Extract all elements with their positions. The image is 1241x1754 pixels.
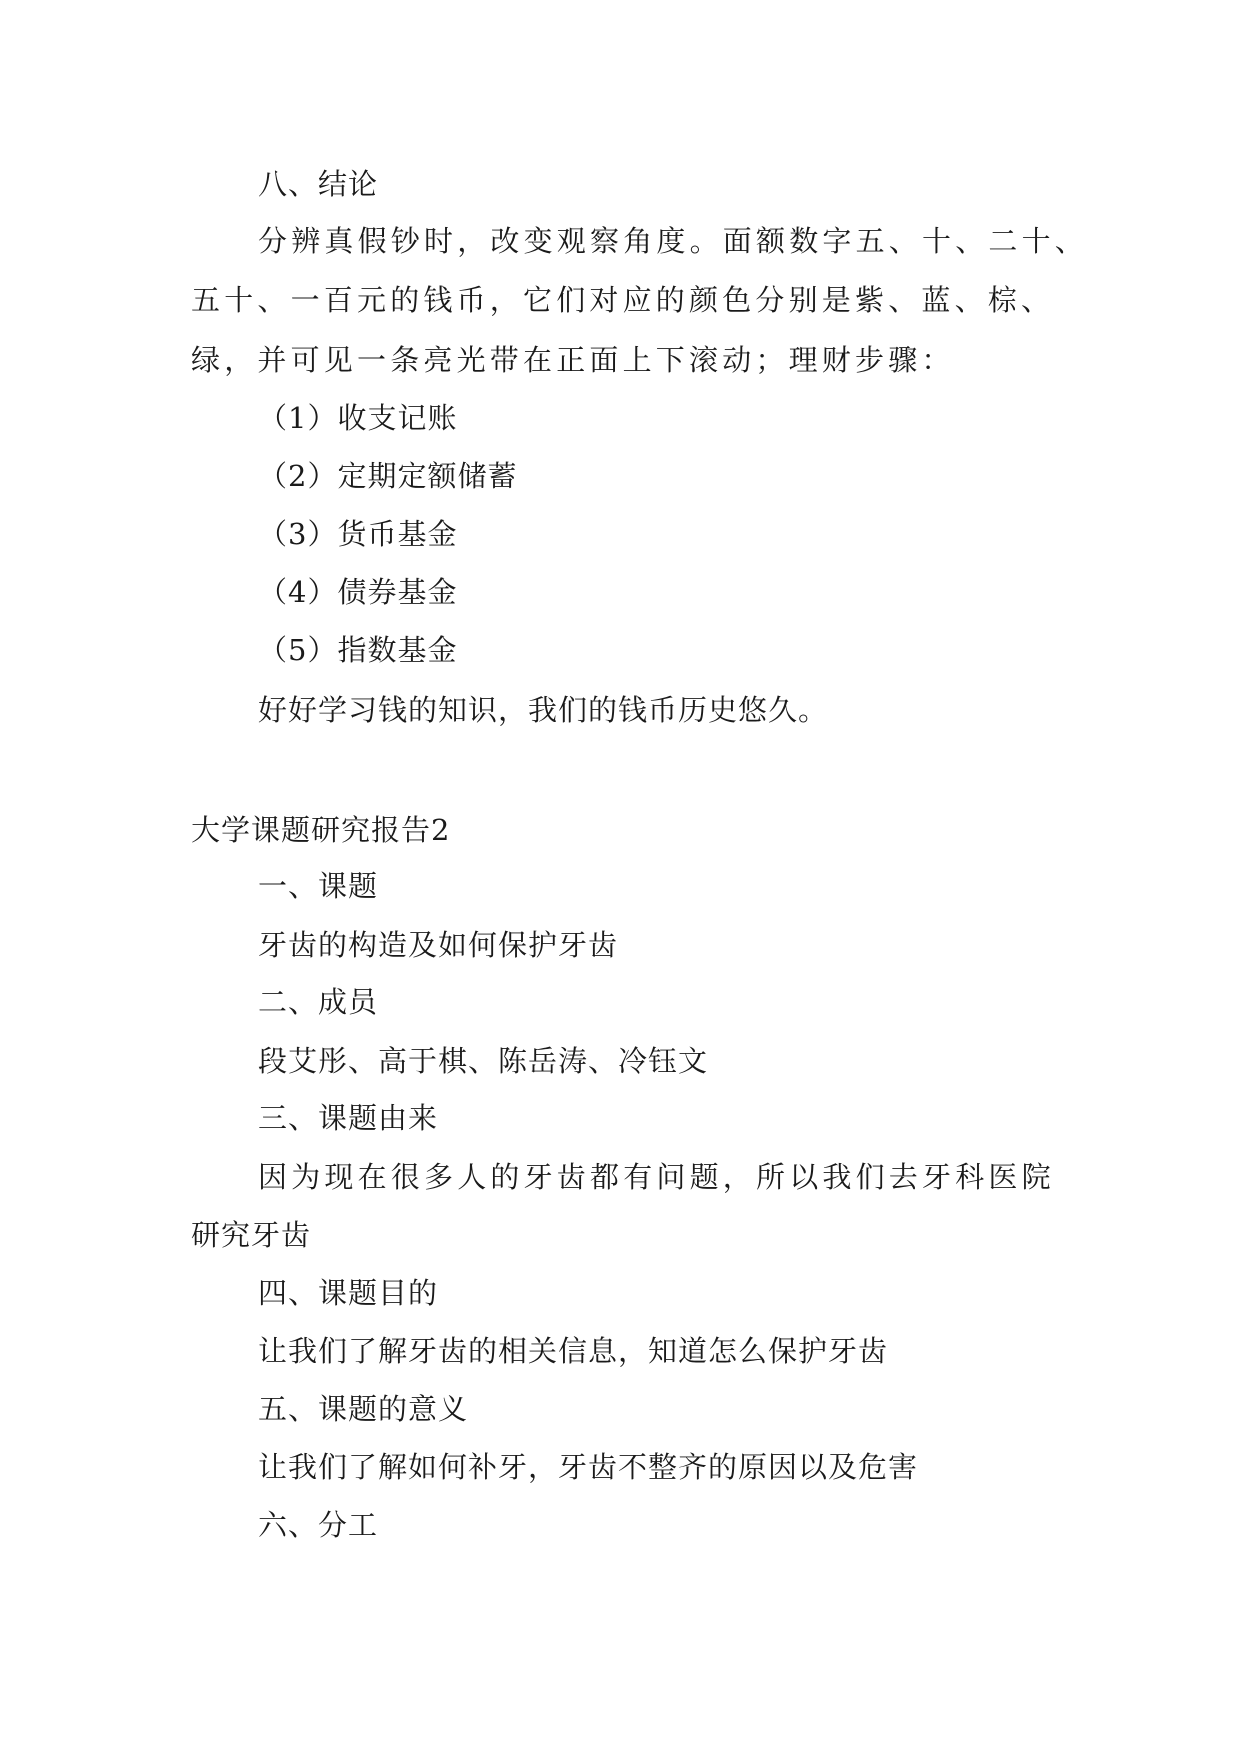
finance-step-3: （3）货币基金: [258, 517, 458, 551]
section-heading-division: 六、分工: [258, 1508, 379, 1542]
section-heading-significance: 五、课题的意义: [258, 1392, 469, 1426]
purpose-text: 让我们了解牙齿的相关信息，知道怎么保护牙齿: [258, 1334, 889, 1368]
conclusion-paragraph-line-2: 五十、一百元的钱币，它们对应的颜色分别是紫、蓝、棕、: [191, 283, 1055, 317]
report-title: 大学课题研究报告2: [191, 813, 451, 847]
finance-step-4: （4）债券基金: [258, 575, 458, 609]
finance-step-5: （5）指数基金: [258, 633, 458, 667]
finance-step-1: （1）收支记账: [258, 401, 458, 435]
significance-text: 让我们了解如何补牙，牙齿不整齐的原因以及危害: [258, 1450, 919, 1484]
section-heading-purpose: 四、课题目的: [258, 1276, 439, 1310]
finance-step-2: （2）定期定额储蓄: [258, 459, 518, 493]
section-heading-conclusion: 八、结论: [258, 167, 379, 201]
conclusion-paragraph-line-3: 绿，并可见一条亮光带在正面上下滚动；理财步骤：: [191, 343, 955, 377]
topic-text: 牙齿的构造及如何保护牙齿: [258, 928, 619, 962]
section-heading-topic: 一、课题: [258, 869, 379, 903]
conclusion-paragraph-line-1: 分辨真假钞时，改变观察角度。面额数字五、十、二十、: [258, 224, 1089, 258]
conclusion-closing: 好好学习钱的知识，我们的钱币历史悠久。: [258, 693, 829, 727]
members-text: 段艾彤、高于棋、陈岳涛、冷钰文: [258, 1044, 709, 1078]
section-heading-origin: 三、课题由来: [258, 1101, 439, 1135]
section-heading-members: 二、成员: [258, 985, 379, 1019]
origin-text-line-2: 研究牙齿: [191, 1218, 312, 1252]
origin-text-line-1: 因为现在很多人的牙齿都有问题，所以我们去牙科医院: [258, 1160, 1055, 1194]
